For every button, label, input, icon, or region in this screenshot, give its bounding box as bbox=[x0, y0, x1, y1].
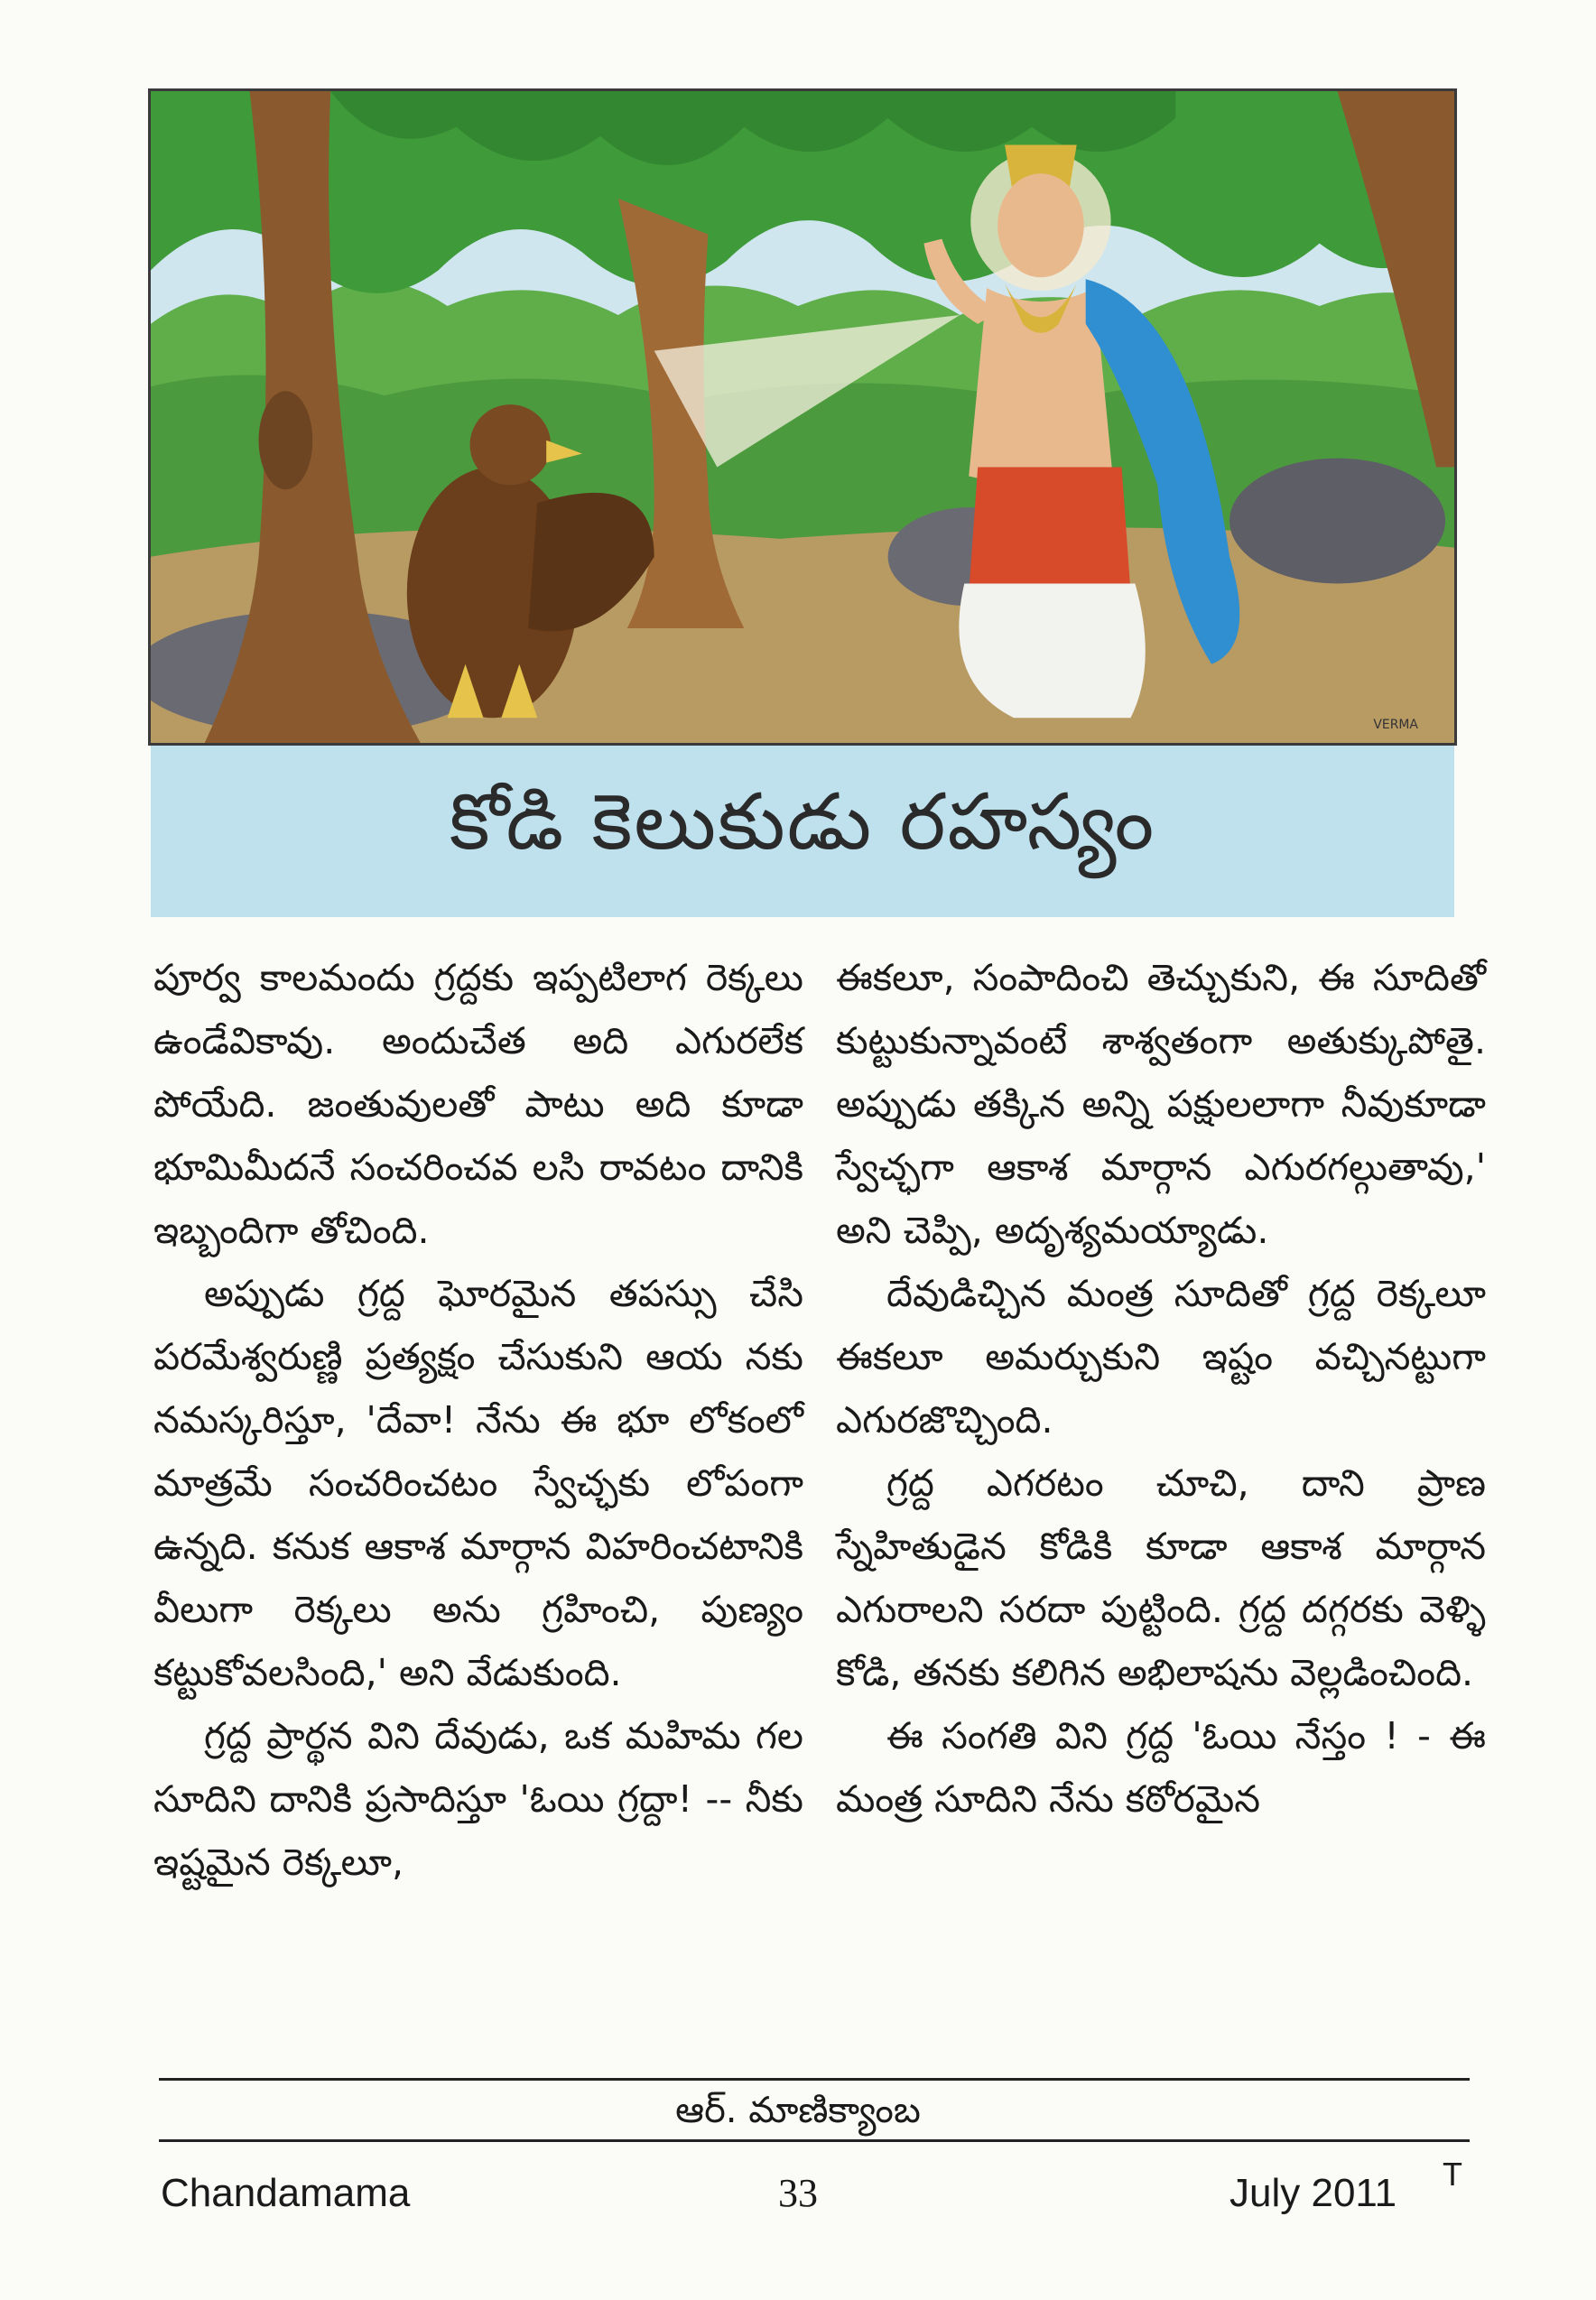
paragraph: ఈకలూ, సంపాదించి తెచ్చుకుని, ఈ సూదితో కుట్టుకున్నావంటే శాశ్వతంగా అతుక్కుపోతై. అప్పుడు తక్కిన అన్ని పక్షులలాగా నీవుకూడా స్వేచ్ఛగా ఆకాశ మార్గాన ఎగురగల్గుతావు,' అని చెప్పి, అదృశ్యమయ్యాడు. bbox=[836, 956, 1486, 1252]
story-title: కోడి కెలుకుడు రహస్యం bbox=[449, 776, 1156, 867]
edition-mark: T bbox=[1443, 2156, 1462, 2193]
right-column bbox=[836, 946, 1486, 1831]
paragraph: ఈ సంగతి విని గ్రద్ద 'ఓయి నేస్తం ! - ఈ మంత్ర సూదిని నేను కఠోరమైన bbox=[836, 1714, 1486, 1821]
title-band bbox=[151, 746, 1454, 917]
paragraph: అప్పుడు గ్రద్ద ఘోరమైన తపస్సు చేసి పరమేశ్వరుణ్ణి ప్రత్యక్షం చేసుకుని ఆయ నకు నమస్కరిస్తూ, 'దేవా! నేను ఈ భూ లోకంలో మాత్రమే సంచరించటం స్వేచ్ఛకు లోపంగా ఉన్నది. కనుక ఆకాశ మార్గాన విహరించటానికి వీలుగా రెక్కలు అను గ్రహించి, పుణ్యం కట్టుకోవలసింది,' అని వేడుకుంది. bbox=[153, 1272, 803, 1694]
paragraph: గ్రద్ద ప్రార్థన విని దేవుడు, ఒక మహిమ గల సూదిని దానికి ప్రసాదిస్తూ 'ఓయి గ్రద్దా! -- నీకు ఇష్టమైన రెక్కలూ, bbox=[153, 1714, 803, 1884]
issue-date: July 2011 bbox=[1229, 2171, 1397, 2215]
magazine-name: Chandamama bbox=[161, 2171, 411, 2215]
paragraph: గ్రద్ద ఎగరటం చూచి, దాని ప్రాణ స్నేహితుడైన కోడికి కూడా ఆకాశ మార్గాన ఎగురాలని సరదా పుట్టింది. గ్రద్ద దగ్గరకు వెళ్ళి కోడి, తనకు కలిగిన అభిలాషను వెల్లడించింది. bbox=[836, 1461, 1486, 1694]
paragraph: పూర్వ కాలమందు గ్రద్దకు ఇప్పటిలాగ రెక్కలు ఉండేవికావు. అందుచేత అది ఎగురలేక పోయేది. జంతువులతో పాటు అది కూడా భూమిమీదనే సంచరించవ లసి రావటం దానికి ఇబ్బందిగా తోచింది. bbox=[153, 956, 803, 1252]
divider-bottom bbox=[159, 2139, 1470, 2142]
page-number: 33 bbox=[778, 2171, 818, 2215]
author-name: ఆర్. మాణిక్యాంబ bbox=[675, 2090, 921, 2131]
left-column bbox=[153, 946, 803, 1894]
artist-signature: VERMA bbox=[1373, 718, 1418, 733]
illustration-scene bbox=[151, 91, 1454, 743]
divider-top bbox=[159, 2078, 1470, 2081]
paragraph: దేవుడిచ్చిన మంత్ర సూదితో గ్రద్ద రెక్కలూ ఈకలూ అమర్చుకుని ఇష్టం వచ్చినట్టుగా ఎగురజొచ్చింది. bbox=[836, 1272, 1486, 1442]
story-illustration bbox=[148, 88, 1457, 746]
